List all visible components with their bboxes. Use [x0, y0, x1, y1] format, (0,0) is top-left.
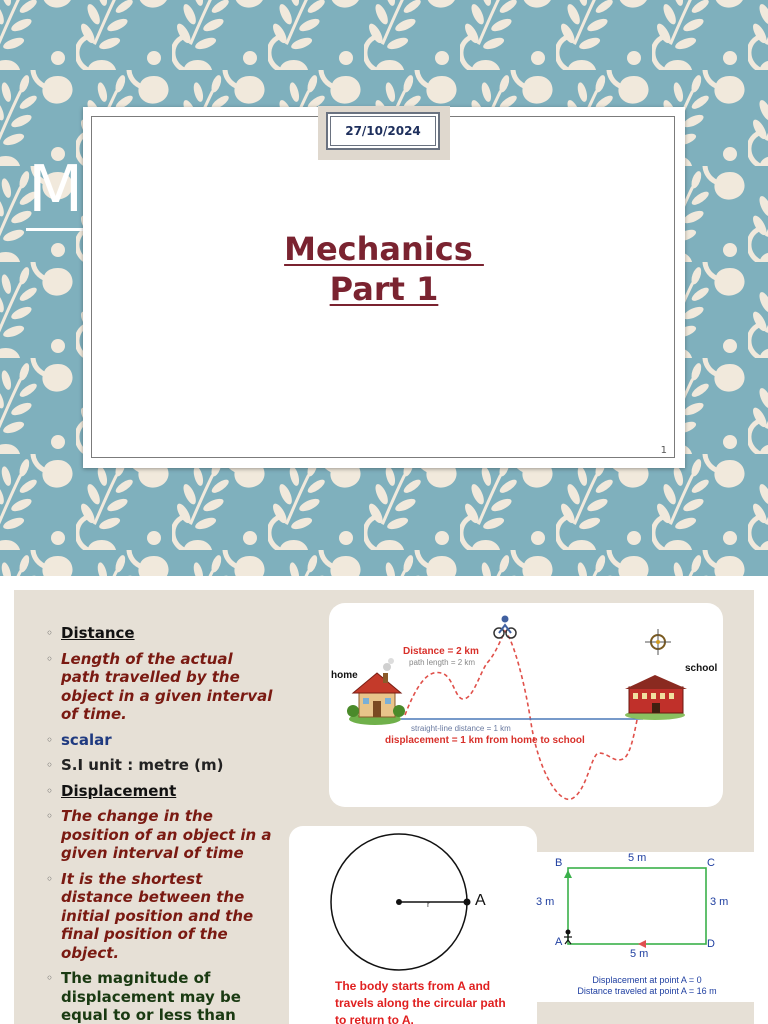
background-title: M: [28, 153, 84, 227]
straight-line-label: straight-line distance = 1 km: [411, 724, 511, 733]
center-point: [396, 899, 402, 905]
content-slide: [14, 590, 754, 1024]
distance-displacement-figure: [329, 603, 723, 807]
bullet-marker-icon: ◦: [46, 971, 54, 985]
point-a-label: A: [475, 892, 486, 909]
bullet-marker-icon: ◦: [46, 871, 54, 886]
bottom-side-label: 5 m: [630, 948, 649, 960]
distance-label: Distance = 2 km: [403, 646, 479, 657]
bullet-marker-icon: ◦: [46, 732, 54, 747]
bullet-shortest-distance: ◦ It is the shortest distance between the initial position and the final position of the object.: [46, 869, 254, 962]
title-card: [83, 107, 685, 468]
home-label: home: [331, 670, 358, 681]
background-title-underline: [26, 228, 84, 231]
arrow-up-icon: [564, 870, 572, 878]
page-number: 1: [660, 445, 667, 456]
right-side-label: 3 m: [710, 896, 729, 908]
bullet-marker-icon: ◦: [46, 783, 54, 798]
bullet-displacement-heading: ◦ Displacement: [46, 781, 177, 800]
rectangle-caption: Displacement at point A = 0 Distance traveled at point A = 16 m: [577, 975, 717, 996]
slide-title-line2: Part 1: [329, 270, 439, 308]
corner-c-label: C: [707, 857, 715, 869]
circle-caption: The body starts from A and travels along the circular path to return to A.: [335, 979, 506, 1024]
rectangular-path-figure: [534, 852, 754, 1002]
displacement-label: displacement = 1 km from home to school: [385, 735, 585, 746]
left-side-label: 3 m: [536, 896, 555, 908]
corner-a-label: A: [555, 936, 563, 948]
cyclist-icon: [494, 616, 516, 639]
bullet-magnitude: ◦ The magnitude of displacement may be equal to or less than: [46, 969, 241, 1024]
corner-d-label: D: [707, 938, 715, 950]
path-length-label: path length = 2 km: [409, 658, 476, 667]
school-building-icon: [625, 675, 687, 720]
date-tab: [318, 106, 450, 160]
house-icon: [347, 658, 405, 725]
bullet-marker-icon: ◦: [46, 651, 54, 666]
bullet-distance-heading: ◦ Distance: [46, 624, 135, 642]
arrow-left-icon: [638, 940, 646, 948]
point-a-dot: [464, 899, 471, 906]
corner-b-label: B: [555, 857, 563, 869]
bullet-displacement-definition: ◦ The change in the position of an object in a given interval of time: [46, 807, 272, 862]
compass-icon: [645, 629, 671, 655]
bullet-si-unit: ◦ S.I unit : metre (m): [46, 756, 224, 774]
slide-title: [83, 229, 685, 309]
school-label: school: [685, 663, 718, 674]
bullet-list: [46, 624, 276, 1024]
radius-label: r: [427, 900, 430, 909]
path-diagram: [329, 603, 723, 807]
bullet-marker-icon: ◦: [46, 758, 54, 772]
top-side-label: 5 m: [628, 852, 647, 864]
date-box: [326, 112, 440, 150]
rectangle-path: [568, 868, 706, 944]
bullet-marker-icon: ◦: [46, 809, 54, 823]
bullet-marker-icon: ◦: [46, 626, 54, 640]
slide-title-line1: Mechanics: [284, 230, 484, 268]
circular-path-figure: [289, 826, 537, 1024]
date-label: 27/10/2024: [330, 116, 436, 146]
bullet-distance-definition: ◦ Length of the actual path travelled by the object in a given interval of time.: [46, 649, 273, 723]
bullet-scalar: ◦ scalar: [46, 730, 112, 749]
